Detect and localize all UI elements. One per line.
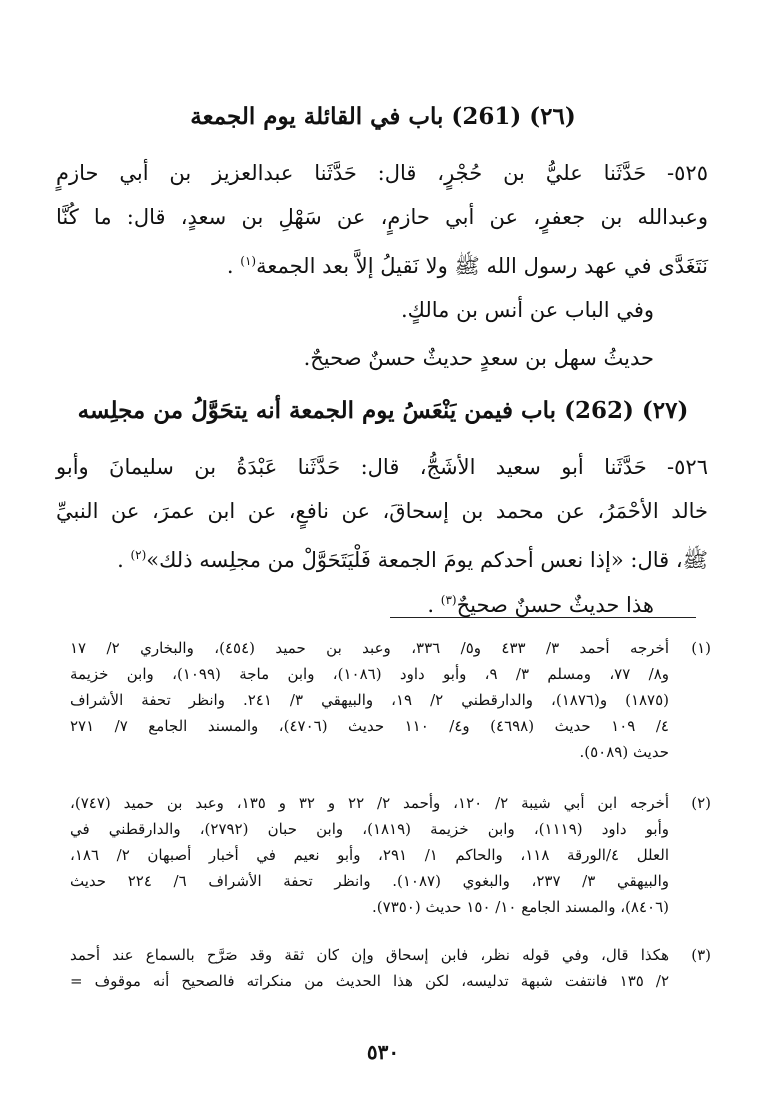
hadith-526-grading-text: هذا حديثٌ حسنٌ صحيحٌ: [456, 593, 654, 617]
hadith-526-line-3-end: .: [117, 548, 131, 572]
footnote-1: [70, 636, 711, 766]
footnote-1-line: أخرجه أحمد ٣/ ٤٣٣ و٥/ ٣٣٦، وعبد بن حميد (٤٥٤)، والبخاري ٢/ ١٧: [70, 639, 669, 657]
footnote-2: [70, 791, 711, 921]
footnote-ref-1: (١): [240, 254, 257, 268]
hadith-526-line-3: [56, 540, 708, 575]
page-number: ٥٣٠: [366, 1040, 400, 1064]
hadith-525-line-3: [56, 246, 708, 281]
footnote-2-number: (٢): [691, 794, 711, 812]
footnote-ref-2: (٢): [130, 548, 147, 562]
footnote-2-line: أخرجه ابن أبي شيبة ٢/ ١٢٠، وأحمد ٢/ ٢٢ و ٣٢ و ١٣٥، وعبد بن حميد (٧٤٧)،: [70, 794, 670, 812]
hadith-525-line-2: وعبدالله بن جعفرٍ، عن أبي حازمٍ، عن سَهْلِ بن سعدٍ، قال: ما كُنَّا: [56, 205, 708, 229]
footnote-2-line: وأبو داود (١١١٩)، وابن خزيمة (١٨١٩)، وابن حبان (٢٧٩٢)، والدارقطني في: [70, 820, 669, 838]
footnote-2-line: العلل ٤/الورقة ١١٨، والحاكم ١/ ٢٩١، وأبو نعيم في أخبار أصبهان ٢/ ١٨٦،: [70, 846, 669, 864]
footnote-ref-3: (٣): [440, 593, 457, 607]
footnote-3-number: (٣): [691, 946, 711, 964]
hadith-526-line-3-text: ﷺ، قال: «إذا نعس أحدكم يومَ الجمعة فَلْيَتَحَوَّلْ من مجلِسه ذلك»: [146, 548, 708, 572]
hadith-525-line-1: ٥٢٥- حَدَّثَنا عليُّ بن حُجْرٍ، قال: حَدَّثَنا عبدالعزيز بن أبي حازمٍ: [56, 161, 708, 185]
footnote-3: [70, 943, 711, 999]
hadith-526-line-1: ٥٢٦- حَدَّثَنا أبو سعيد الأشَجُّ، قال: حَدَّثَنا عَبْدَةُ بن سليمانَ وأبو: [56, 455, 708, 479]
footnote-separator: [390, 617, 696, 618]
chapter-heading-26: (٢٦) (261) باب في القائلة يوم الجمعة: [190, 103, 576, 130]
hadith-525-line-3-text: نَتَغَدَّى في عهد رسول الله ﷺ ولا نَقيلُ إلاَّ بعد الجمعة: [256, 254, 708, 278]
footnote-1-line: (١٨٧٥) و(١٨٧٦)، والدارقطني ٢/ ١٩، والبيهقي ٣/ ٢٤١. وانظر تحفة الأشراف: [70, 691, 670, 709]
hadith-526-grading-line: [56, 585, 654, 620]
chapter-heading-27: (٢٧) (262) باب فيمن يَنْعَسُ يوم الجمعة أنه يتحَوَّلُ من مجلِسه: [77, 397, 689, 424]
footnote-3-line: هكذا قال، وفي قوله نظر، فابن إسحاق وإن كان ثقة وقد صَرَّح بالسماع عند أحمد: [70, 946, 669, 964]
chapter-note-line: وفي الباب عن أنس بن مالكٍ.: [400, 298, 654, 322]
footnote-1-line: و٨/ ٧٧، ومسلم ٣/ ٩، وأبو داود (١٠٨٦)، وابن ماجة (١٠٩٩)، وابن خزيمة: [70, 665, 669, 683]
hadith-526-line-2: خالد الأحْمَرُ، عن محمد بن إسحاقَ، عن نافعٍ، عن ابن عمرَ، عن النبيِّ: [56, 499, 708, 523]
footnote-3-line: ٢/ ١٣٥ فانتفت شبهة تدليسه، لكن هذا الحديث من منكراته فالصحيح أنه موقوف =: [70, 972, 669, 990]
hadith-526-grading-end: .: [427, 593, 441, 617]
hadith-grading-line: حديثُ سهل بن سعدٍ حديثٌ حسنٌ صحيحٌ.: [303, 346, 654, 370]
hadith-525-line-3-end: .: [226, 254, 241, 278]
footnote-2-line: والبيهقي ٣/ ٢٣٧، والبغوي (١٠٨٧). وانظر تحفة الأشراف ٦/ ٢٢٤ حديث: [70, 872, 669, 890]
footnote-1-line: حديث (٥٠٨٩).: [579, 743, 669, 761]
footnote-1-line: ٤/ ١٠٩ حديث (٤٦٩٨) و٤/ ١١٠ حديث (٤٧٠٦)، والمسند الجامع ٧/ ٢٧١: [70, 717, 669, 735]
footnote-1-number: (١): [691, 639, 711, 657]
footnote-2-line: (٨٤٠٦)، والمسند الجامع ١٠/ ١٥٠ حديث (٧٣٥٠).: [372, 898, 669, 916]
